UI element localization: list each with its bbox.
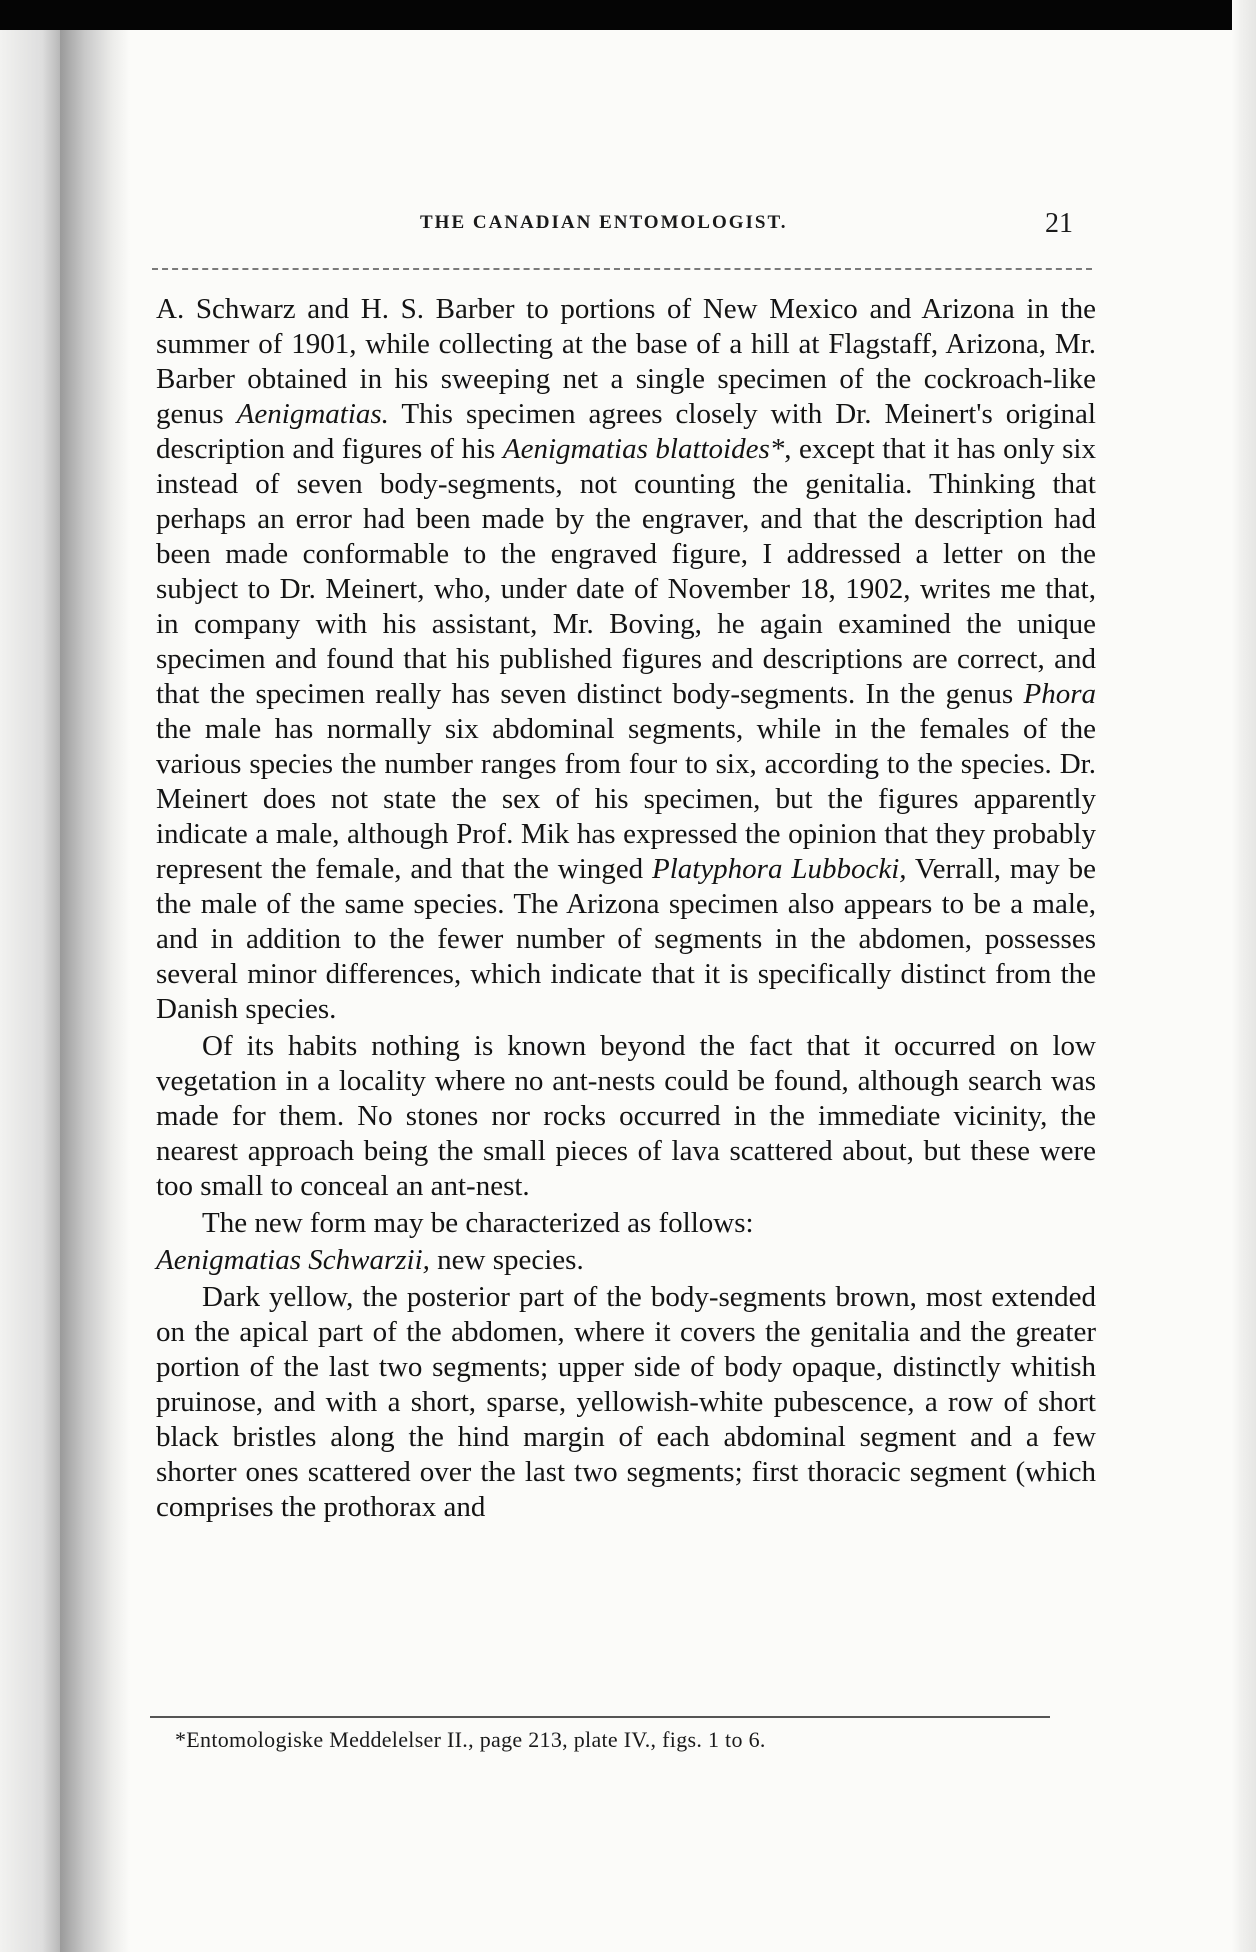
page-number: 21 [1045,208,1073,239]
paragraph-2: Of its habits nothing is known beyond the fact that it occurred on low vegetation in a locality where no ant-nests could be found, although search was made for them. No stones nor rocks occurred in the immediate vicinity, the nearest approach being the small pieces of lava scattered about, but these were too small to conceal an ant-nest. [156,1030,1096,1202]
genus-name-aenigmatias: Aenigmatias. [236,398,389,430]
new-species-name: Aenigmatias Schwarzii, [156,1244,430,1276]
new-species-label: new species. [429,1244,584,1276]
genus-name-phora: Phora [1023,678,1096,710]
binding-shadow [60,30,130,1952]
paragraph-1-text-d: the male has normally six abdominal segments, while in the females of the various species the number ranges from four to six, according to the species. Dr. Meinert does not state the sex of his specimen, but the figures apparently indicate a male, although Prof. Mik has expressed the opinion that they probably represent the female, and that the winged [156,713,1096,885]
paragraph-1-text-c: , except that it has only six instead of seven body-segments, not counting the genitalia. Thinking that perhaps an error had been made by the engraver, and that the description had been made conformable to the engraved figure, I addressed a letter on the subject to Dr. Meinert, who, under date of November 18, 1902, writes me that, in company with his assistant, Mr. Boving, he again examined the unique specimen and found that his published figures and descriptions are correct, and that the specimen really has seven distinct body-segments. In the genus [156,433,1096,710]
scan-border-left [0,30,60,1952]
species-name-platyphora: Platyphora Lubbocki, [651,853,907,885]
paragraph-3: The new form may be characterized as follows: [202,1207,754,1239]
species-name-blattoides: Aenigmatias blattoides* [502,433,785,465]
scan-border-right [1232,0,1256,1952]
paragraph-1-text-e: Verrall, may be the male of the same species. The Arizona specimen also appears to be a male, and in addition to the fewer number of segments in the abdomen, possesses several minor differences, which indicate that it is specifically distinct from the Danish species. [156,853,1097,1025]
footnote-rule [150,1716,1050,1718]
paragraph-5: Dark yellow, the posterior part of the body-segments brown, most extended on the apical part of the abdomen, where it covers the genitalia and the greater portion of the last two segments; upper side of body opaque, distinctly whitish pruinose, and with a short, sparse, yellowish-white pubescence, a row of short black bristles along the hind margin of each abdominal segment and a few shorter ones scattered over the last two segments; first thoracic segment (which comprises the prothorax and [156,1281,1096,1523]
species-heading [156,1243,1096,1278]
paragraph-1 [156,292,1096,1027]
main-text [156,292,1096,1525]
footnote: *Entomologiske Meddelelser II., page 213, plate IV., figs. 1 to 6. [175,1727,766,1752]
paragraph-1-text-a: A. Schwarz and H. S. Barber to portions of New Mexico and Arizona in the summer of 1901, while collecting at the base of a hill at Flagstaff, Arizona, Mr. Barber obtained in his sweeping net a single specimen of the cockroach-like genus [156,293,1096,430]
paragraph-1-text-b: This specimen agrees closely with Dr. Meinert's original description and figures of his [156,398,1096,465]
running-header: THE CANADIAN ENTOMOLOGIST. [420,212,788,233]
header-rule [152,268,1092,270]
